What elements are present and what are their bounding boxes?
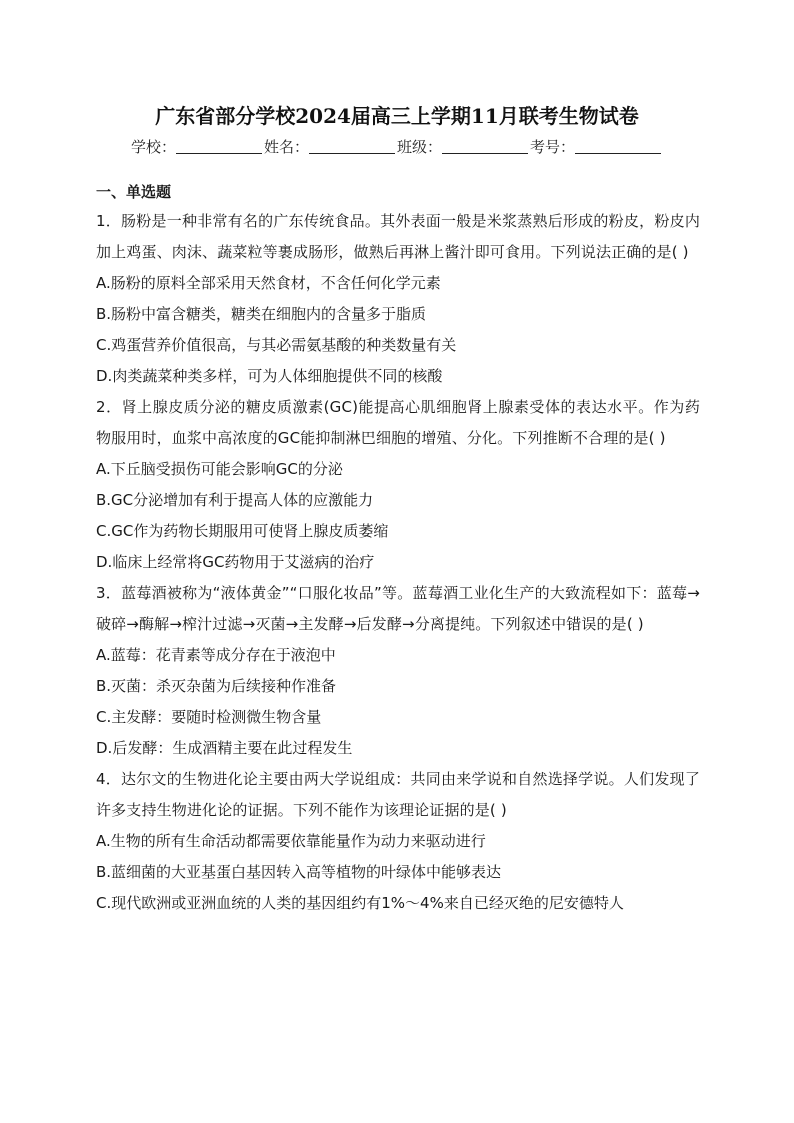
question-1 bbox=[96, 206, 700, 392]
question-stem: 1．肠粉是一种非常有名的广东传统食品。其外表面一般是米浆蒸熟后形成的粉皮，粉皮内加上鸡蛋、肉沫、蔬菜粒等裹成肠形，做熟后再淋上酱汁即可食用。下列说法正确的是( ) bbox=[96, 212, 700, 261]
school-blank bbox=[176, 139, 262, 154]
question-stem: 2．肾上腺皮质分泌的糖皮质激素(GC)能提高心肌细胞肾上腺素受体的表达水平。作为药物服用时，血浆中高浓度的GC能抑制淋巴细胞的增殖、分化。下列推断不合理的是( ) bbox=[96, 398, 700, 447]
option-d: D.肉类蔬菜种类多样，可为人体细胞提供不同的核酸 bbox=[96, 367, 443, 385]
school-label: 学校： bbox=[130, 138, 176, 156]
question-4 bbox=[96, 764, 700, 919]
option-a: A.生物的所有生命活动都需要依靠能量作为动力来驱动进行 bbox=[96, 832, 486, 850]
exam-content bbox=[96, 178, 700, 919]
option-a: A.下丘脑受损伤可能会影响GC的分泌 bbox=[96, 460, 343, 478]
student-info-line bbox=[0, 136, 794, 157]
option-b: B.肠粉中富含糖类，糖类在细胞内的含量多于脂质 bbox=[96, 305, 427, 323]
question-stem: 4．达尔文的生物进化论主要由两大学说组成：共同由来学说和自然选择学说。人们发现了许多支持生物进化论的证据。下列不能作为该理论证据的是( ) bbox=[96, 770, 700, 819]
option-a: A.蓝莓：花青素等成分存在于液泡中 bbox=[96, 646, 336, 664]
exam-number-blank bbox=[575, 139, 661, 154]
option-b: B.GC分泌增加有利于提高人体的应激能力 bbox=[96, 491, 374, 509]
option-c: C.主发酵：要随时检测微生物含量 bbox=[96, 708, 322, 726]
option-a: A.肠粉的原料全部采用天然食材，不含任何化学元素 bbox=[96, 274, 441, 292]
exam-title: 广东省部分学校2024届高三上学期11月联考生物试卷 bbox=[155, 104, 639, 128]
option-c: C.现代欧洲或亚洲血统的人类的基因组约有1%～4%来自已经灭绝的尼安德特人 bbox=[96, 894, 624, 912]
exam-number-label: 考号： bbox=[530, 138, 576, 156]
name-label: 姓名： bbox=[263, 138, 309, 156]
option-d: D.后发酵：生成酒精主要在此过程发生 bbox=[96, 739, 353, 757]
option-c: C.鸡蛋营养价值很高，与其必需氨基酸的种类数量有关 bbox=[96, 336, 457, 354]
option-b: B.灭菌：杀灭杂菌为后续接种作准备 bbox=[96, 677, 337, 695]
option-b: B.蓝细菌的大亚基蛋白基因转入高等植物的叶绿体中能够表达 bbox=[96, 863, 502, 881]
name-blank bbox=[309, 139, 395, 154]
option-d: D.临床上经常将GC药物用于艾滋病的治疗 bbox=[96, 553, 375, 571]
class-blank bbox=[442, 139, 528, 154]
question-3 bbox=[96, 578, 700, 764]
question-stem: 3．蓝莓酒被称为“液体黄金”“口服化妆品”等。蓝莓酒工业化生产的大致流程如下：蓝莓→破碎→酶解→榨汁过滤→灭菌→主发酵→后发酵→分离提纯。下列叙述中错误的是( ) bbox=[96, 584, 700, 633]
option-c: C.GC作为药物长期服用可使肾上腺皮质萎缩 bbox=[96, 522, 389, 540]
section-heading: 一、单选题 bbox=[96, 183, 172, 201]
class-label: 班级： bbox=[397, 138, 443, 156]
question-2 bbox=[96, 392, 700, 578]
